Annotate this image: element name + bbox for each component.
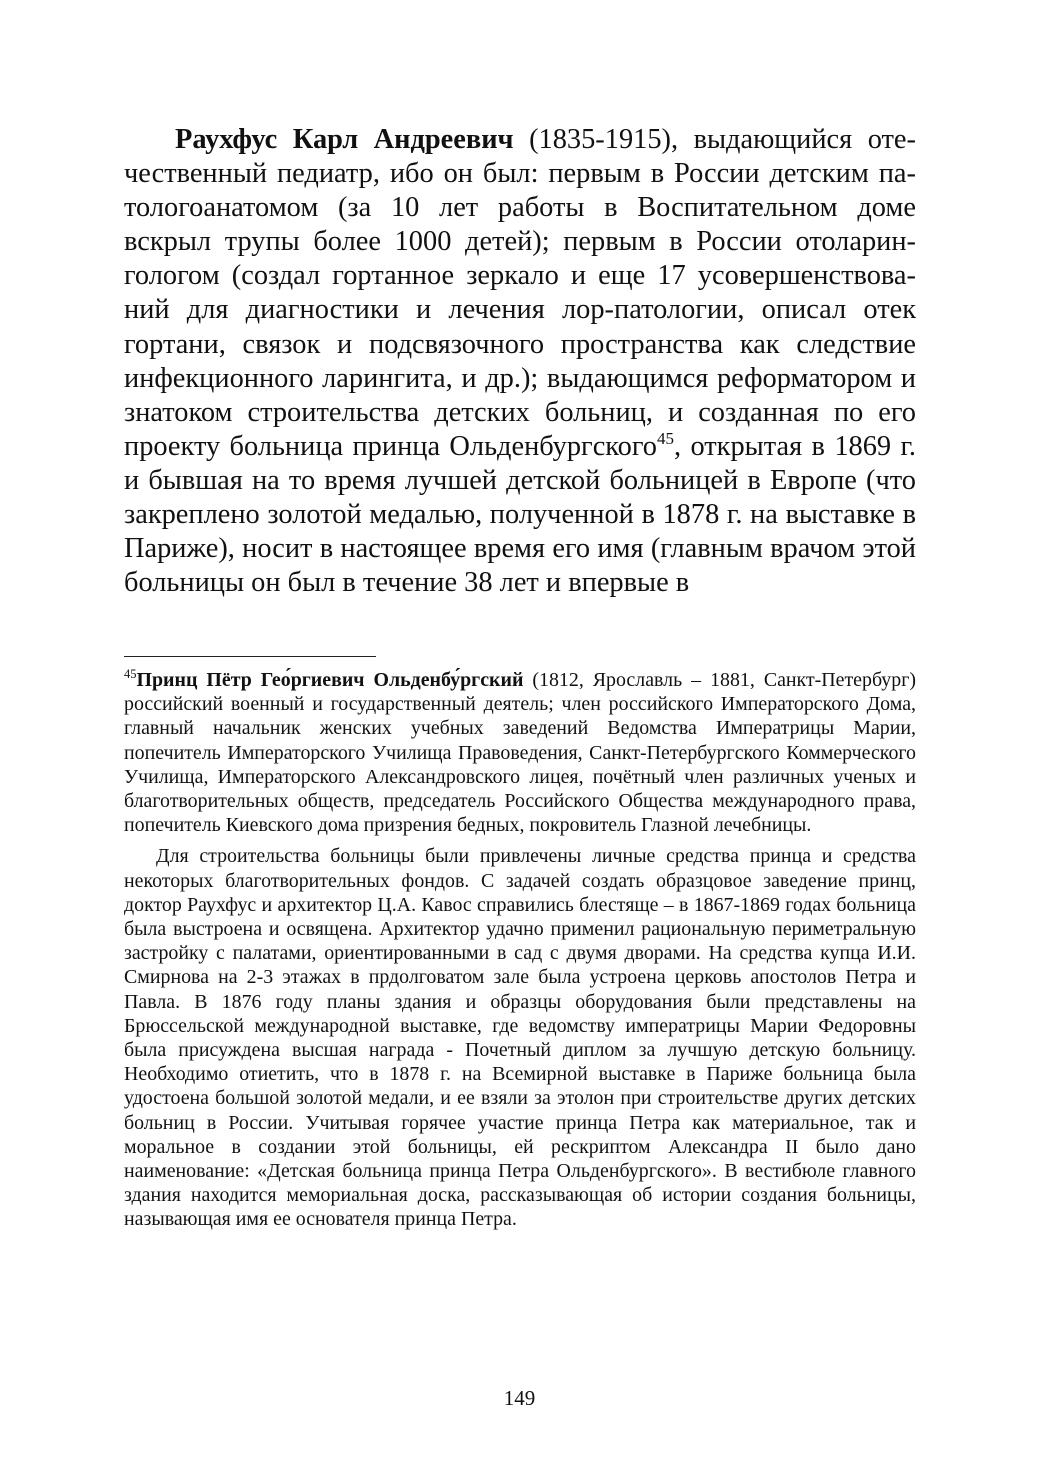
main-text (124, 123, 916, 600)
footnote-text: (1812, Ярославль – 1881, Санкт-Петербург) российский военный и государственный деятель; член российского Императорского Дома, главный начальник женских учебных заведений Ведомства Императрицы Марии, попечитель Императорского Училища Правоведения, Санкт-Петербургского Коммерческого Училища, Императорского Александровского лицея, почётный член различных ученых и благотворительных обществ, председатель Российского Общества международного права, попечитель Киевского дома призрения бедных, покровитель Глазной лечебницы. (124, 669, 916, 837)
footnote-person-name: Принц Пётр Гео́ргиевич Ольденбу́ргский (136, 669, 524, 691)
footnotes (124, 668, 916, 1232)
footnote-paragraph (124, 668, 916, 837)
main-text-part-a: (1835-1915), выдающийся отечественный педиатр, ибо он был: первым в России детским патологоанатомом (за 10 лет работы в Воспитательном доме вскрыл трупы более 1000 детей); первым в России отоларингологом (создал гортанное зеркало и еще 17 усовершенствований для диагностики и лечения лор-патологии, описал отек гортани, связок и подсвязочного пространства как следствие инфекционного ларингита, и др.); выдающимся реформатором и знатоком строительства детских больниц, и созданная по его проекту больница принца Ольденбургского (124, 124, 916, 462)
main-text-part-b: , открытая в 1869 г. и бывшая на то время лучшей детской больницей в Европе (что закреплено золотой медалью, полученной в 1878 г. на выставке в Париже), носит в настоящее время его имя (главным врачом этой больницы он был в течение 38 лет и впервые в (124, 430, 917, 599)
footnote-reference[interactable]: 45 (656, 428, 674, 448)
footnote-number: 45 (124, 667, 137, 681)
footnote-paragraph-2: Для строительства больницы были привлечены личные средства принца и средства некоторых благотворительных фондов. С задачей создать образцовое заведение принц, доктор Раухфус и архитектор Ц.А. Кавос справились блестяще – в 1867-1869 годах больница была выстроена и освящена. Архитектор удачно применил рациональную периметральную застройку с палатами, ориентированными в сад с двумя дворами. На средства купца И.И. Смирнова на 2-3 этажах в прдолговатом зале была устроена церковь апостолов Петра и Павла. В 1876 году планы здания и образцы оборудования были представлены на Брюссельской международной выставке, где ведомству императрицы Марии Федоровны была присуждена высшая награда - Почетный диплом за лучшую детскую больницу. Необходимо отиетить, что в 1878 г. на Всемирной выставке в Париже больница была удостоена большой золотой медали, и ее взяли за этолон при строительстве других детских больниц в России. Учитывая горячее участие принца Петра как материальное, так и моральное в создании этой больницы, ей рескриптом Александра II было дано наименование: «Детская больница принца Петра Ольденбургского». В вестибюле главного здания находится мемориальная доска, рассказывающая об истории создания больницы, называющая имя ее основателя принца Петра. (124, 845, 916, 1231)
main-paragraph (124, 123, 916, 600)
page-number: 149 (503, 1386, 536, 1410)
footnote-separator (124, 656, 376, 657)
person-name: Раухфус Карл Андреевич (175, 124, 514, 155)
